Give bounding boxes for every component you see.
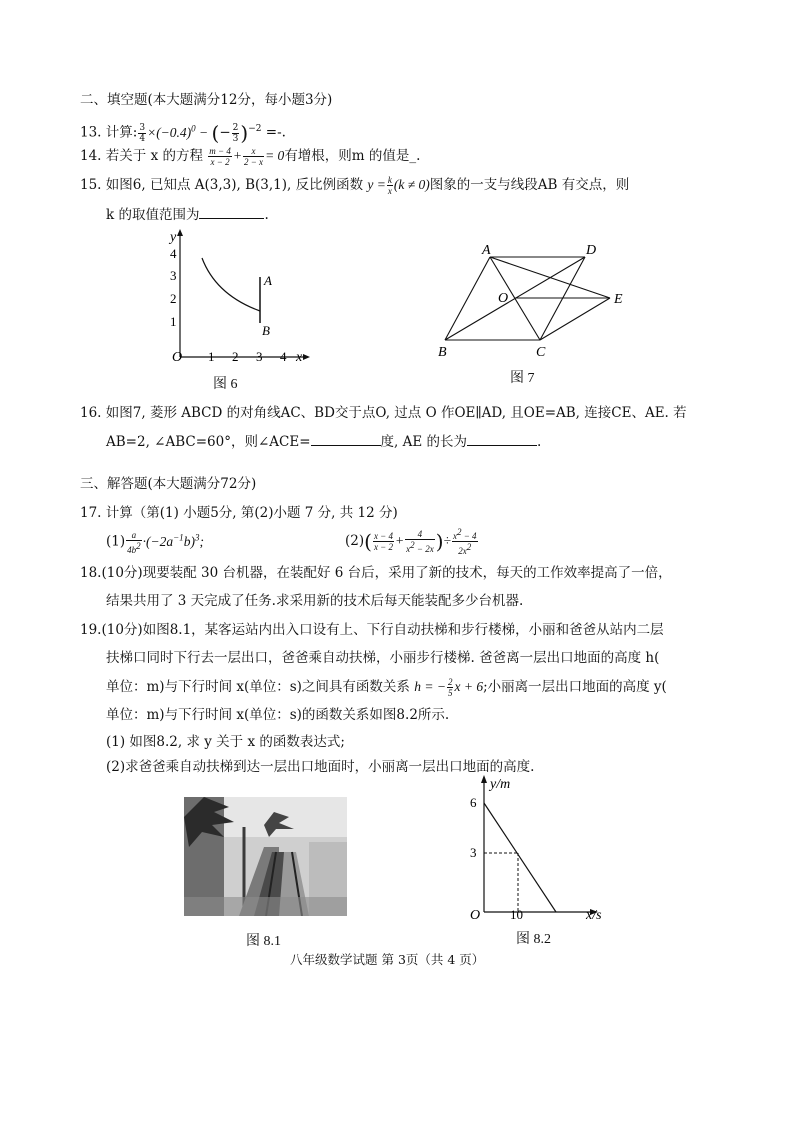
question-17-part2: (2)( $\frac{x - 4}{x - 2}$ + $\frac{4}{x^2 - 2x}$ )÷ $\frac{x^2 - 4}{2x^2}$ xyxy=(345,527,477,556)
fig6-origin: O xyxy=(172,350,183,365)
fig82-xtick-10: 10 xyxy=(510,907,523,922)
question-19-line4: 单位：m)与下行时间 x(单位：s)的函数关系如图8.2所示. xyxy=(106,707,450,723)
question-16-line2: AB=2, ∠ABC=60°，则∠ACE= 度, AE 的长为 . xyxy=(106,431,541,452)
fig6-caption: 图 6 xyxy=(213,377,238,392)
fig6-ytick-4: 4 xyxy=(170,246,177,261)
fig6-xlabel: x xyxy=(296,350,303,365)
fig7-caption: 图 7 xyxy=(510,371,535,386)
fig6-xtick-4: 4 xyxy=(280,349,287,364)
page-footer: 八年级数学试题 第 3页（共 4 页） xyxy=(290,952,485,967)
fig7-point-C: C xyxy=(536,345,546,360)
question-17: 17. 计算（第(1) 小题5分, 第(2)小题 7 分, 共 12 分) xyxy=(80,505,398,521)
fig7-point-B: B xyxy=(438,345,447,360)
fig82-caption: 图 8.2 xyxy=(516,932,551,947)
figure-6-graph xyxy=(160,225,320,370)
fig6-ytick-2: 2 xyxy=(170,291,177,306)
question-19-line3: 单位：m)与下行时间 x(单位：s)之间具有函数关系 h = − $\frac{2}{5}$ x + 6;小丽离一层出口地面的高度 y( xyxy=(106,677,667,698)
question-14: 14. 若关于 x 的方程 $\frac{m - 4}{x - 2}$ + $\frac{x}{2 - x}$ = 0有增根，则m 的值是_. xyxy=(80,146,421,167)
fig6-point-A: A xyxy=(264,273,272,288)
fig82-ytick-6: 6 xyxy=(470,795,477,810)
figure-8-2-graph xyxy=(460,772,610,922)
fig82-origin: O xyxy=(470,908,481,922)
fig82-ytick-3: 3 xyxy=(470,845,477,860)
figure-7-rhombus xyxy=(430,240,630,360)
escalator-photo xyxy=(184,797,347,916)
fig6-point-B: B xyxy=(262,323,270,338)
section-heading-fill-in: 二、填空题(本大题满分12分，每小题3分) xyxy=(80,92,333,108)
fig7-point-E: E xyxy=(614,292,623,307)
question-15-line2: k 的取值范围为 . xyxy=(106,204,269,225)
fig6-ytick-3: 3 xyxy=(170,268,177,283)
fig82-ylabel: y/m xyxy=(490,777,511,792)
fig6-ylabel: y xyxy=(170,230,177,245)
fig6-xtick-1: 1 xyxy=(208,349,215,364)
fig7-point-D: D xyxy=(586,243,597,258)
question-18: 18.(10分)现要装配 30 台机器，在装配好 6 台后，采用了新的技术，每天的工作效率提高了一倍， xyxy=(80,565,672,581)
fig82-xlabel: x/s xyxy=(586,908,602,922)
fig7-point-O: O xyxy=(498,291,509,306)
question-16: 16. 如图7, 菱形 ABCD 的对角线AC、BD交于点O, 过点 O 作OE∥AD, 且OE=AB, 连接CE、AE. 若 xyxy=(80,405,687,421)
question-19: 19.(10分)如图8.1，某客运站内出入口设有上、下行自动扶梯和步行楼梯，小丽和爸爸从站内二层 xyxy=(80,622,664,638)
question-13: 13. 计算: $\frac{3}{4}$ $\times(-0.4)^0$ − (− $\frac{2}{3}$ )$^{-2}$ =-. xyxy=(80,121,286,145)
fig7-point-A: A xyxy=(482,243,491,258)
question-18-line2: 结果共用了 3 天完成了任务.求采用新的技术后每天能装配多少台机器. xyxy=(106,593,524,609)
question-15: 15. 如图6, 已知点 A(3,3), B(3,1), 反比例函数 y = $\frac{k}{x}$ (k ≠ 0)图象的一支与线段AB 有交点，则 xyxy=(80,175,630,196)
section-heading-solutions: 三、解答题(本大题满分72分) xyxy=(80,476,257,492)
fig6-ytick-1: 1 xyxy=(170,314,177,329)
question-19-sub1: (1) 如图8.2, 求 y 关于 x 的函数表达式; xyxy=(106,734,345,750)
fig6-xtick-2: 2 xyxy=(232,349,239,364)
question-19-line2: 扶梯口同时下行去一层出口，爸爸乘自动扶梯，小丽步行楼梯. 爸爸离一层出口地面的高度 h( xyxy=(106,650,660,666)
question-19-sub2: (2)求爸爸乘自动扶梯到达一层出口地面时，小丽离一层出口地面的高度. xyxy=(106,759,535,775)
question-17-parts: (1) $\frac{a}{4b^2}$ $\cdot(-2a^{-1}b)^3$; xyxy=(106,529,204,555)
fig6-xtick-3: 3 xyxy=(256,349,263,364)
fig81-caption: 图 8.1 xyxy=(246,934,281,949)
